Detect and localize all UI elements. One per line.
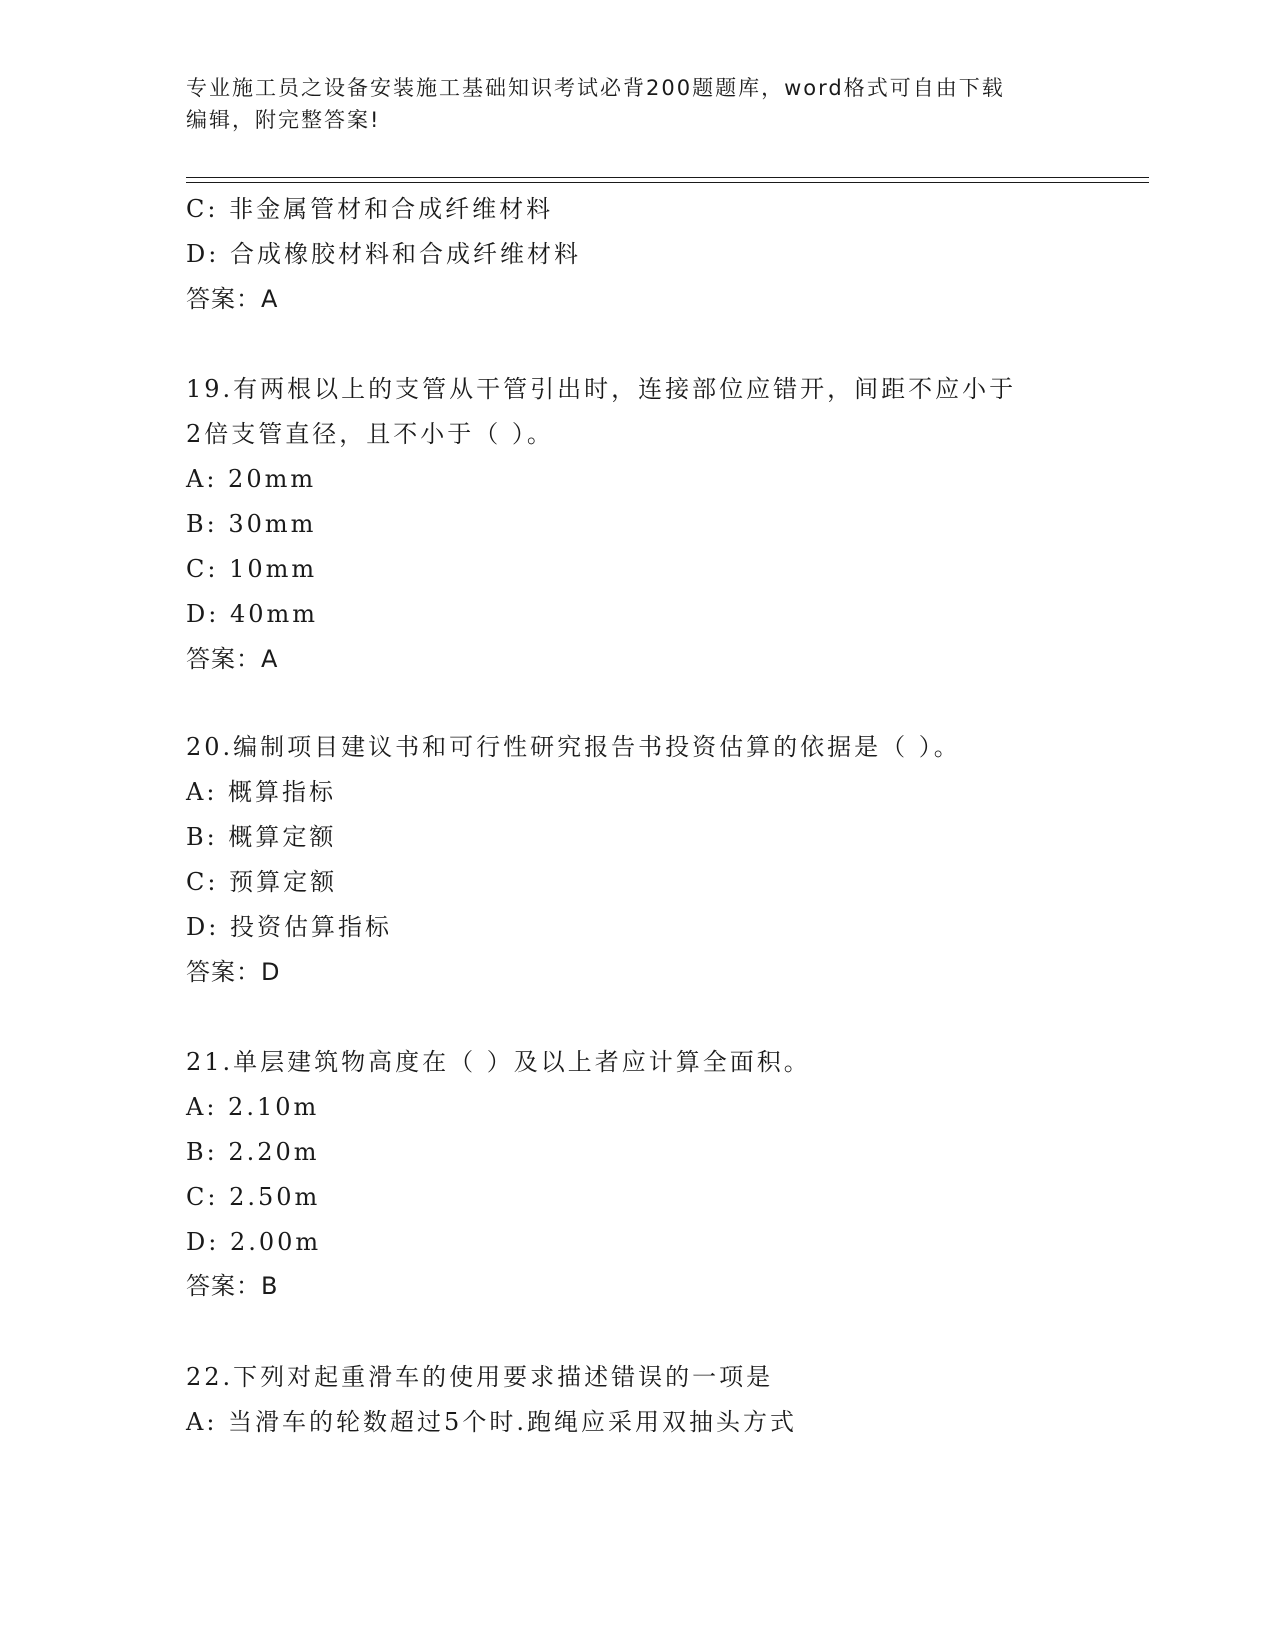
q19-stem-line-1: 19.有两根以上的支管从干管引出时，连接部位应错开，间距不应小于 <box>186 375 1017 403</box>
q21-option-a: A: 2.10m <box>186 1093 320 1121</box>
header-title-line-2: 编辑，附完整答案! <box>186 108 381 132</box>
q21-option-b: B: 2.20m <box>186 1138 320 1166</box>
q19-option-c: C: 10mm <box>186 555 318 583</box>
q20-option-c: C: 预算定额 <box>186 868 338 896</box>
header-divider-top <box>186 177 1149 178</box>
q19-stem-line-2: 2倍支管直径，且不小于（ ）。 <box>186 420 554 448</box>
q19-option-d: D: 40mm <box>186 600 319 628</box>
q21-option-c: C: 2.50m <box>186 1183 321 1211</box>
q20-option-d: D: 投资估算指标 <box>186 913 392 941</box>
q20-option-b: B: 概算定额 <box>186 823 337 851</box>
q20-option-a: A: 概算指标 <box>186 778 337 806</box>
q21-stem: 21.单层建筑物高度在（ ）及以上者应计算全面积。 <box>186 1048 811 1076</box>
document-header <box>186 72 1086 136</box>
q20-answer: 答案：D <box>186 958 281 986</box>
q19-option-a: A: 20mm <box>186 465 317 493</box>
q22-option-a: A: 当滑车的轮数超过5个时.跑绳应采用双抽头方式 <box>186 1408 797 1436</box>
q19-option-b: B: 30mm <box>186 510 317 538</box>
q22-stem: 22.下列对起重滑车的使用要求描述错误的一项是 <box>186 1363 774 1391</box>
q19-answer: 答案：A <box>186 645 279 673</box>
q18-answer: 答案：A <box>186 285 279 313</box>
header-divider-bottom <box>186 182 1149 183</box>
q20-stem: 20.编制项目建议书和可行性研究报告书投资估算的依据是（ ）。 <box>186 733 961 761</box>
q18-option-c: C: 非金属管材和合成纤维材料 <box>186 195 554 223</box>
q21-answer: 答案：B <box>186 1272 279 1300</box>
header-title-line-1: 专业施工员之设备安装施工基础知识考试必背200题题库，word格式可自由下载 <box>186 76 1005 100</box>
q21-option-d: D: 2.00m <box>186 1228 322 1256</box>
q18-option-d: D: 合成橡胶材料和合成纤维材料 <box>186 240 581 268</box>
